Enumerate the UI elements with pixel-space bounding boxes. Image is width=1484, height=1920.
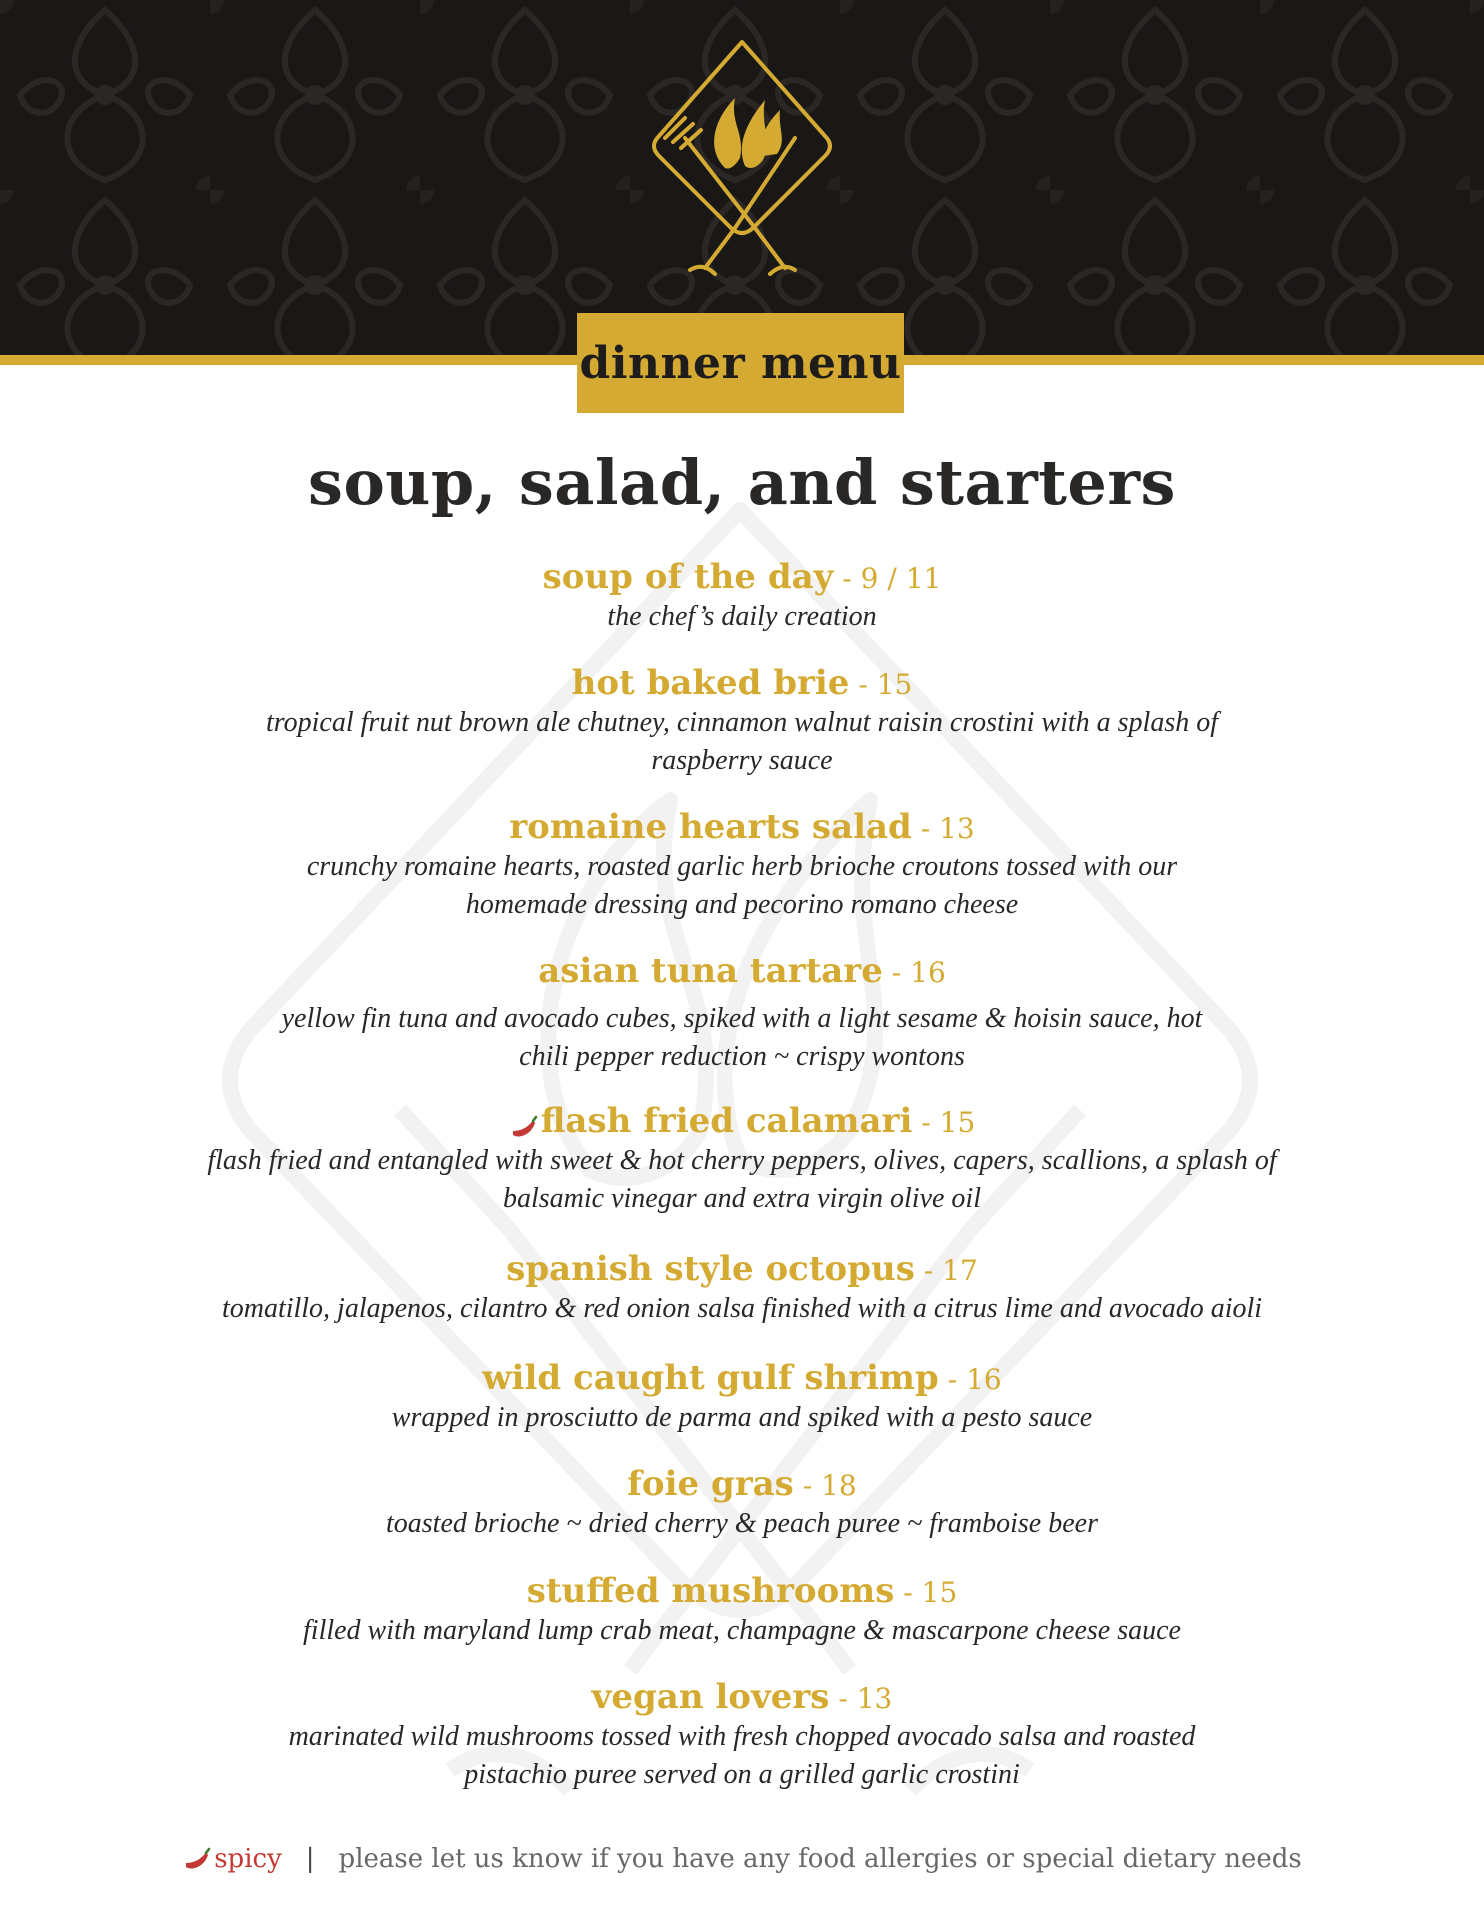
item-name: romaine hearts salad: [509, 807, 912, 847]
menu-item: vegan lovers - 13 marinated wild mushrooms tossed with fresh chopped avocado salsa and roasted pistachio puree served on a grilled garlic crostini: [0, 1676, 1484, 1794]
item-price: 16: [966, 1363, 1002, 1396]
item-name: foie gras: [627, 1464, 794, 1504]
allergy-note: please let us know if you have any food allergies or special dietary needs: [338, 1844, 1302, 1874]
item-description: wrapped in prosciutto de parma and spiked with a pesto sauce: [391, 1402, 1093, 1433]
item-description: the chef’s daily creation: [607, 601, 877, 632]
menu-title: dinner menu: [579, 337, 902, 389]
section-title: soup, salad, and starters: [308, 446, 1176, 519]
item-description: yellow fin tuna and avocado cubes, spiked with a light sesame & hoisin sauce, hot chili pepper reduction ~ crispy wontons: [281, 1003, 1203, 1072]
item-name: asian tuna tartare: [538, 951, 883, 991]
chef-flame-knife-fork-logo: [635, 38, 850, 288]
item-name: vegan lovers: [591, 1677, 830, 1717]
menu-item: soup of the day - 9 / 11 the chef’s daily creation: [0, 556, 1484, 636]
item-description: toasted brioche ~ dried cherry & peach puree ~ framboise beer: [386, 1508, 1098, 1539]
item-description: filled with maryland lump crab meat, champagne & mascarpone cheese sauce: [303, 1615, 1181, 1646]
menu-item: wild caught gulf shrimp - 16 wrapped in prosciutto de parma and spiked with a pesto sauce: [0, 1357, 1484, 1437]
item-price: 15: [876, 668, 913, 701]
menu-item: spanish style octopus - 17 tomatillo, jalapenos, cilantro & red onion salsa finished with a citrus lime and avocado aioli: [0, 1248, 1484, 1328]
menu-item: stuffed mushrooms - 15 filled with maryland lump crab meat, champagne & mascarpone cheese sauce: [0, 1570, 1484, 1650]
footer-note: [0, 1844, 1484, 1874]
chili-pepper-icon: [182, 1847, 212, 1873]
item-name: flash fried calamari: [540, 1101, 913, 1141]
item-description: tomatillo, jalapenos, cilantro & red onion salsa finished with a citrus lime and avocado aioli: [221, 1293, 1263, 1324]
item-name: stuffed mushrooms: [526, 1571, 895, 1611]
item-price: 15: [939, 1106, 976, 1139]
item-name: wild caught gulf shrimp: [482, 1358, 939, 1398]
item-description: crunchy romaine hearts, roasted garlic herb brioche croutons tossed with our homemade dressing and pecorino romano cheese: [306, 851, 1178, 920]
item-description: marinated wild mushrooms tossed with fresh chopped avocado salsa and roasted pistachio puree served on a grilled garlic crostini: [288, 1721, 1196, 1790]
menu-item: foie gras - 18 toasted brioche ~ dried cherry & peach puree ~ framboise beer: [0, 1463, 1484, 1543]
chili-pepper-icon: [509, 1115, 539, 1141]
item-name: soup of the day: [542, 557, 834, 597]
item-description: tropical fruit nut brown ale chutney, cinnamon walnut raisin crostini with a splash of raspberry sauce: [265, 707, 1218, 776]
item-name: spanish style octopus: [506, 1249, 915, 1289]
item-name: hot baked brie: [571, 663, 850, 703]
header-banner: [0, 0, 1484, 355]
item-price: 13: [856, 1682, 893, 1715]
menu-item: hot baked brie - 15 tropical fruit nut brown ale chutney, cinnamon walnut raisin crostini with a splash of raspberry sauce: [0, 662, 1484, 780]
footer-separator: |: [305, 1844, 315, 1874]
menu-item: asian tuna tartare - 16 yellow fin tuna and avocado cubes, spiked with a light sesame & hoisin sauce, hot chili pepper reduction ~ crispy wontons: [0, 950, 1484, 1076]
item-price: 15: [921, 1576, 958, 1609]
menu-title-plate: [577, 313, 904, 413]
item-price: 17: [942, 1254, 978, 1287]
item-price: 16: [910, 956, 946, 989]
menu-item: romaine hearts salad - 13 crunchy romaine hearts, roasted garlic herb brioche croutons tossed with our homemade dressing and pecorino romano cheese: [0, 806, 1484, 924]
spicy-legend-label: spicy: [214, 1844, 282, 1874]
item-description: flash fried and entangled with sweet & hot cherry peppers, olives, capers, scallions, a splash of balsamic vinegar and extra virgin olive oil: [207, 1145, 1277, 1214]
menu-item: flash fried calamari - 15 flash fried and entangled with sweet & hot cherry peppers, olives, capers, scallions, a splash of balsamic vinegar and extra virgin olive oil: [0, 1100, 1484, 1218]
item-price: 9 / 11: [860, 562, 942, 595]
item-price: 13: [939, 812, 975, 845]
item-price: 18: [821, 1469, 857, 1502]
